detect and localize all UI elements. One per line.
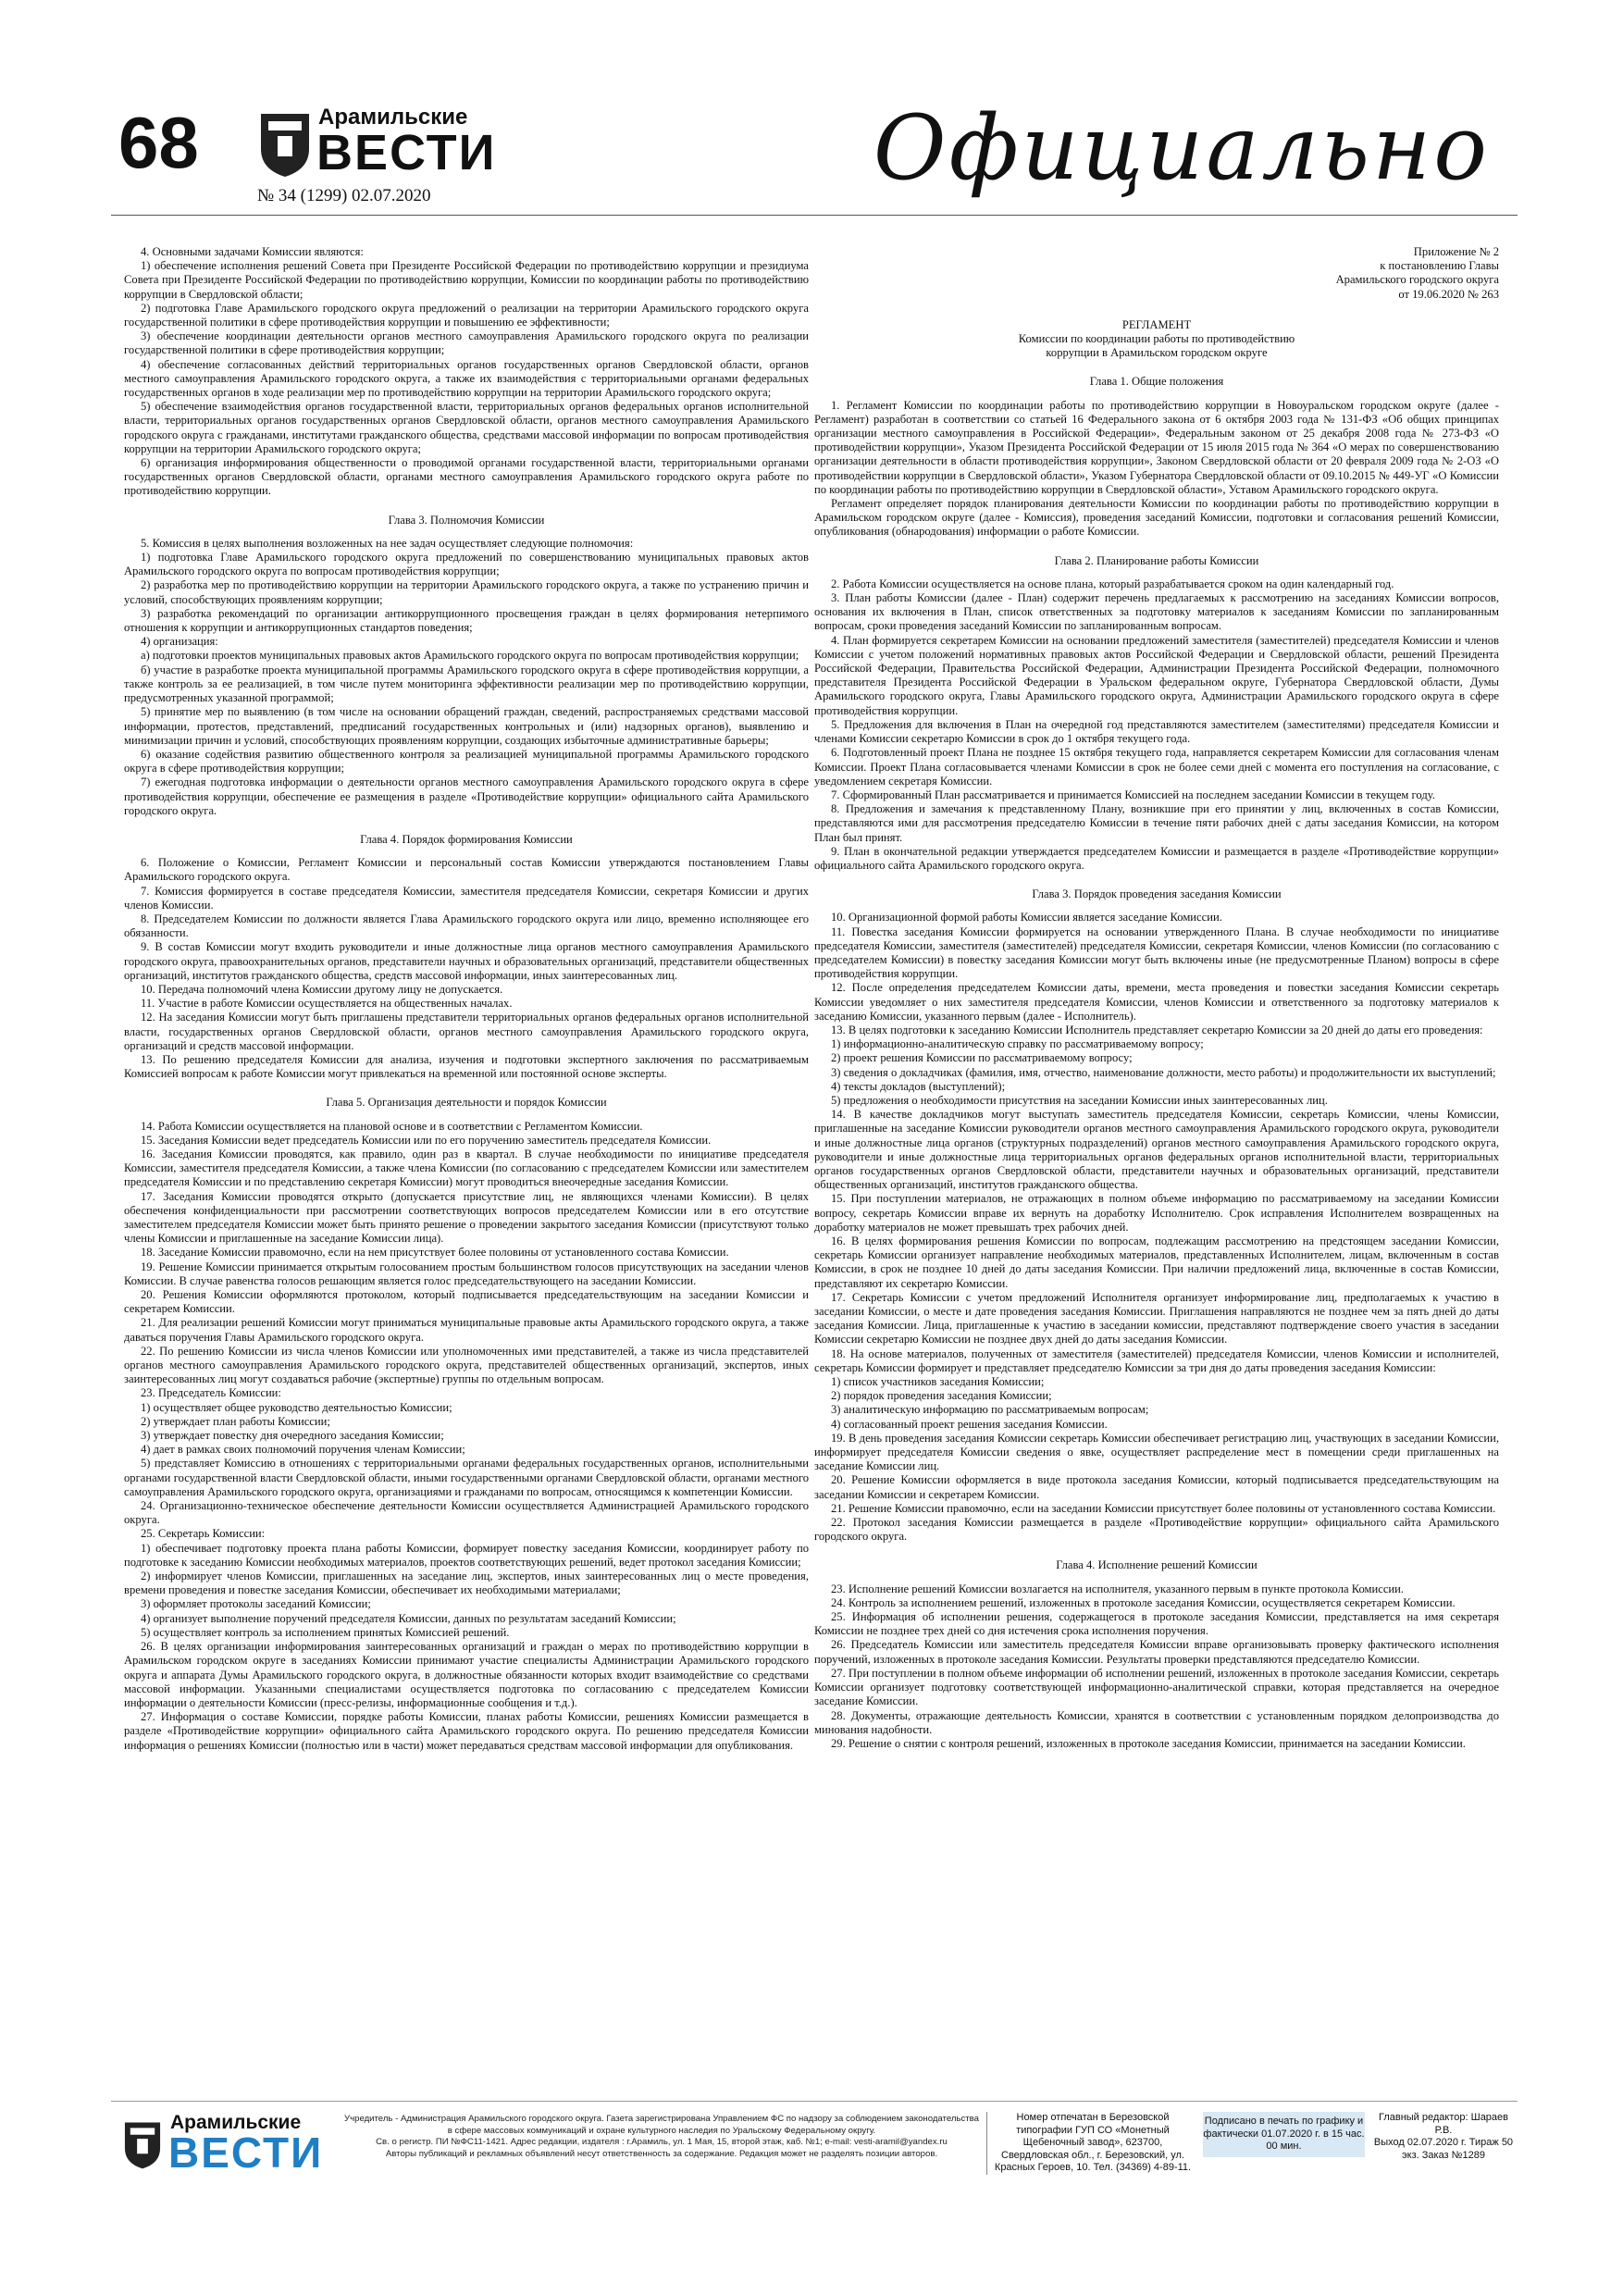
paragraph: 5) осуществляет контроль за исполнением принятых Комиссией решений. — [141, 1625, 510, 1639]
paragraph: 3) утверждает повестку дня очередного заседания Комиссии; — [141, 1429, 444, 1443]
issue-number: № 34 (1299) 02.07.2020 — [257, 186, 431, 205]
chapter-heading: Глава 5. Организация деятельности и порядок Комиссии — [326, 1096, 607, 1110]
paragraph: 2) утверждает план работы Комиссии; — [141, 1414, 330, 1428]
paragraph: 17. Заседания Комиссии проводятся открыто (допускается присутствие лиц, не являющихся членами Комиссии). В целях обеспечения конфиденциальности при рассмотрении соответствующих вопросов председателем Комиссии или в его отсутствие заместителем председателя Комиссии может быть принято решение о проведении закрытого заседания Комиссии (присутствуют только члены Комиссии и приглашенные на заседание Комиссии лица). — [124, 1189, 809, 1246]
paragraph: 20. Решение Комиссии оформляется в виде протокола заседания Комиссии, который подписывается председательствующим на заседании Комиссии и секретарем Комиссии. — [814, 1473, 1499, 1501]
printing-info: Номер отпечатан в Березовской типографии ГУП СО «Монетный Щебеночный завод», 623700, Свердловская обл., г. Березовский, ул. Красных Героев, 10. Тел. (34369) 4-89-11. — [994, 2112, 1192, 2173]
document-title — [814, 318, 1499, 361]
page-header — [111, 97, 1518, 208]
paragraph: а) подготовки проектов муниципальных правовых актов Арамильского городского округа по вопросам противодействия коррупции; — [141, 649, 799, 663]
paragraph: 19. Решение Комиссии принимается открытым голосованием простым большинством голосов присутствующих на заседании членов Комиссии. В случае равенства голосов решающим является голос председательствующего на заседании Комиссии. — [124, 1260, 809, 1287]
appendix-note — [814, 245, 1499, 302]
paragraph: 2) проект решения Комиссии по рассматриваемому вопросу; — [831, 1051, 1133, 1065]
chapter-heading: Глава 4. Исполнение решений Комиссии — [1056, 1558, 1258, 1572]
paragraph: 9. В состав Комиссии могут входить руководители и иные должностные лица органов местного самоуправления Арамильского городского округа, правоохранительных органов, представители научных и образовательных организаций, представители общественных организаций, институтов гражданского общества, средств массовой информации, иных заинтересованных лиц. — [124, 940, 809, 982]
chapter-heading: Глава 3. Полномочия Комиссии — [388, 513, 545, 527]
paragraph: 3) оформляет протоколы заседаний Комиссии; — [141, 1597, 371, 1611]
paragraph: 7. Комиссия формируется в составе председателя Комиссии, заместителя председателя Комиссии, секретаря Комиссии и других членов Комиссии. — [124, 884, 809, 912]
paragraph: 24. Организационно-техническое обеспечение деятельности Комиссии осуществляется Администрацией Арамильского городского округа. — [124, 1499, 809, 1527]
paragraph: 5. Комиссия в целях выполнения возложенных на нее задач осуществляет следующие полномочия: — [141, 536, 634, 550]
editor-info — [1369, 2112, 1518, 2162]
paragraph: 7. Сформированный План рассматривается и принимается Комиссией на последнем заседании Комиссии в текущем году. — [831, 788, 1435, 801]
paragraph: 16. Заседания Комиссии проводятся, как правило, один раз в квартал. В случае необходимости по инициативе председателя Комиссии, заместителя председателя Комиссии, а также члена Комиссии (по согласованию с председателем Комиссии или заместителем председателя Комиссии и по представлению секретаря Комиссии) могут проводиться внеочередные заседания Комиссии. — [124, 1147, 809, 1189]
paragraph: 18. На основе материалов, полученных от заместителя (заместителей) председателя Комиссии, членов Комиссии и исполнителей, секретарь Комиссии формирует и представляет председателю Комиссии за три дня до даты проведения заседания Комиссии: — [814, 1347, 1499, 1374]
paragraph: 14. В качестве докладчиков могут выступать заместитель председателя Комиссии, секретарь Комиссии, члены Комиссии, приглашенные на заседание Комиссии руководители органов местного самоуправления Арамильского городского округа, руководители и иные должностные лица органов (структурных подразделений) органов местного самоуправления Арамильского городского округа, руководители и иные должностные лица территориальных органов федеральных органов исполнительной власти, территориальных органов государственных органов Свердловской области, представители научных и образовательных организаций, представители общественных организаций, институтов гражданского общества. — [814, 1108, 1499, 1192]
paragraph: 3) обеспечение координации деятельности органов местного самоуправления Арамильского городского округа по реализации государственной политики в сфере противодействия коррупции; — [124, 329, 809, 357]
logo-main-text: ВЕСТИ — [316, 125, 497, 180]
page-footer — [111, 2106, 1518, 2190]
output-text: Выход 02.07.2020 г. Тираж 50 экз. Заказ №1289 — [1373, 2137, 1514, 2161]
paragraph: 3. План работы Комиссии (далее - План) содержит перечень предлагаемых к рассмотрению на заседаниях Комиссии вопросов, основания их включения в План, список ответственных за подготовку материалов к заседаниям Комиссии по запланированным вопросам, сроки проведения заседаний Комиссии по запланированным вопросам. — [814, 591, 1499, 633]
newspaper-logo — [257, 103, 498, 182]
right-column-body — [814, 375, 1499, 1751]
appendix-line: Арамильского городского округа — [1335, 273, 1499, 287]
coat-of-arms-icon — [122, 2117, 163, 2171]
paragraph: 4) согласованный проект решения заседания Комиссии. — [831, 1417, 1108, 1431]
paragraph: 1) список участников заседания Комиссии; — [831, 1375, 1045, 1389]
paragraph: 1) осуществляет общее руководство деятельностью Комиссии; — [141, 1400, 452, 1414]
footer-logo-main: ВЕСТИ — [168, 2128, 324, 2177]
paragraph: 3) разработка рекомендаций по организации антикоррупционного просвещения граждан в целях формирования нетерпимого отношения к коррупции и антикоррупционных стандартов поведения; — [124, 606, 809, 635]
section-title: Официально — [873, 96, 1490, 200]
paragraph: 27. При поступлении в полном объеме информации об исполнении решений, изложенных в протоколе заседания Комиссии, секретарь Комиссии организует подготовку соответствующей информационно-аналитической справки, которая представляется на очередное заседание Комиссии. — [814, 1666, 1499, 1708]
paragraph: 2. Работа Комиссии осуществляется на основе плана, который разрабатывается сроком на один календарный год. — [831, 577, 1394, 590]
paragraph: 2) порядок проведения заседания Комиссии; — [831, 1389, 1052, 1403]
paragraph: 11. Участие в работе Комиссии осуществляется на общественных началах. — [141, 997, 513, 1011]
paragraph: 17. Секретарь Комиссии с учетом предложений Исполнителя организует информирование лиц, предполагаемых к участию в заседании Комиссии, о месте и дате проведения заседания Комиссии. Приглашения направляются не позднее чем за пять дней до даты заседания Комиссии. Лица, приглашенные к участию в заседании комиссии, представляют подтверждение своего участия в заседании Комиссии секретарю Комиссии не позднее двух дней до даты заседания Комиссии. — [814, 1290, 1499, 1347]
paragraph: 10. Организационной формой работы Комиссии является заседание Комиссии. — [831, 911, 1222, 925]
paragraph: 4) организует выполнение поручений председателя Комиссии, данных по результатам заседаний Комиссии; — [141, 1611, 676, 1625]
paragraph: 3) сведения о докладчиках (фамилия, имя, отчество, наименование должности, место работы) и продолжительности их выступлений; — [831, 1065, 1496, 1079]
paragraph: 15. Заседания Комиссии ведет председатель Комиссии или по его поручению заместитель председателя Комиссии. — [141, 1133, 712, 1147]
left-column — [124, 245, 809, 1753]
coat-of-arms-icon — [257, 108, 313, 179]
paragraph: 26. В целях организации информирования заинтересованных организаций и граждан о мерах по противодействию коррупции в Арамильском городском округе в заседаниях Комиссии принимают участие специалисты Администрации Арамильского городского округа и аппарата Думы Арамильского городского округа, в должностные обязанности которых входит взаимодействие со средствами массовой информации. Указанными специалистами осуществляется подготовка по согласованию с председателем Комиссии информации о деятельности Комиссии (пресс-релизы, информационные сообщения и т.д.). — [124, 1640, 809, 1709]
paragraph: Регламент определяет порядок планирования деятельности Комиссии по координации работы по противодействию коррупции в Арамильском городском округе (далее - Комиссия), проведения заседаний Комиссии, подготовки и согласования решений Комиссии, опубликования (обнародования) информации о работе Комиссии. — [814, 497, 1499, 539]
paragraph: 13. По решению председателя Комиссии для анализа, изучения и подготовки экспертного заключения по рассматриваемым Комиссией вопросам к работе Комиссии могут привлекаться на временной или постоянной основе эксперты. — [124, 1052, 809, 1081]
paragraph: 2) разработка мер по противодействию коррупции на территории Арамильского городского округа, а также по устранению причин и условий, способствующих проявлениям коррупции; — [124, 578, 809, 606]
paragraph: 29. Решение о снятии с контроля решений, изложенных в протоколе заседания Комиссии, принимается на заседании Комиссии. — [831, 1736, 1466, 1750]
footer-separator — [986, 2112, 987, 2175]
appendix-line: Приложение № 2 — [1413, 245, 1499, 258]
paragraph: 19. В день проведения заседания Комиссии секретарь Комиссии обеспечивает регистрацию лиц, участвующих в заседании Комиссии, информирует председателя Комиссии сведения о явке, осуществляет распределение мест в помещении среди приглашенных на заседание Комиссии лиц. — [814, 1431, 1499, 1473]
logo-top-text: Арамильские — [318, 105, 468, 130]
paragraph: 6) оказание содействия развитию общественного контроля за реализацией муниципальной программы Арамильского городского округа в сфере противодействия коррупции; — [124, 747, 809, 776]
paragraph: 2) подготовка Главе Арамильского городского округа предложений о реализации на территории Арамильского городского округа государственной политики в сфере противодействия коррупции и повышению ее эффективности; — [124, 301, 809, 329]
signed-info: Подписано в печать по графику и фактически 01.07.2020 г. в 15 час. 00 мин. — [1203, 2112, 1365, 2157]
paragraph: 25. Секретарь Комиссии: — [141, 1527, 266, 1541]
paragraph: 1. Регламент Комиссии по координации работы по противодействию коррупции в Новоуральском городском округе (далее - Регламент) разработан в соответствии со статьей 16 Федерального закона от 6 октября 2003 года № 131-ФЗ «Об общих принципах организации местного самоуправления в Российской Федерации», Федеральным законом от 25 декабря 2008 года № 273-ФЗ «О противодействии коррупции», Указом Президента Российской Федерации от 15 июля 2015 года № 364 «О мерах по совершенствованию организации деятельности в области противодействия коррупции», Законом Свердловской области от 20 февраля 2009 года № 2-ОЗ «О противодействии коррупции в Свердловской области», Указом Губернатора Свердловской области от 09.10.2015 № 449-УГ «О Комиссии по координации работы по противодействию коррупции в Свердловской области», Уставом Арамильского городского округа. — [814, 398, 1499, 496]
footer-logo-top: Арамильские — [170, 2112, 302, 2133]
registration-text: Св. о регистр. ПИ №ФС11-1421. Адрес редакции, издателя : г.Арамиль, ул. 1 Мая, 15, второй этаж, каб. №1; e-mail: vesti-aramil@yandex.ru — [376, 2137, 948, 2147]
title-line: коррупции в Арамильском городском округе — [1046, 346, 1268, 360]
appendix-line: от 19.06.2020 № 263 — [1398, 287, 1499, 301]
title-line: РЕГЛАМЕНТ — [1121, 317, 1192, 331]
paragraph: 5) обеспечение взаимодействия органов государственной власти, территориальных органов федеральных органов исполнительной власти, территориальных органов государственных органов Свердловской области, органов местного самоуправления Арамильского городского округа с гражданами, институтами гражданского общества, средствами массовой информации по вопросам противодействия коррупции на территории Арамильского городского округа; — [124, 400, 809, 455]
header-divider — [111, 215, 1518, 216]
paragraph: 23. Исполнение решений Комиссии возлагается на исполнителя, указанного первым в пункте протокола Комиссии. — [831, 1582, 1405, 1595]
paragraph: 15. При поступлении материалов, не отражающих в полном объеме информацию по рассматриваемому на заседании Комиссии вопросу, секретарь Комиссии вправе их вернуть на доработку Исполнителю. Срок исправления Исполнителем возвращенных на доработку материалов не может превышать трех рабочих дней. — [814, 1192, 1499, 1234]
paragraph: 27. Информация о составе Комиссии, порядке работы Комиссии, планах работы Комиссии, решениях Комиссии размещается в разделе «Противодействие коррупции» официального сайта Арамильского городского округа. По решению председателя Комиссии информация о решениях Комиссии (полностью или в части) может передаваться средствам массовой информации для опубликования. — [124, 1710, 809, 1752]
appendix-line: к постановлению Главы — [1380, 259, 1499, 273]
paragraph: 5) представляет Комиссию в отношениях с территориальными органами федеральных государственных органов, исполнительными органами государственной власти Свердловской области, иными государственными органами Свердловской области, органами местного самоуправления Арамильского городского округа, организациями и гражданами по вопросам, относящимся к компетенции Комиссии. — [124, 1457, 809, 1498]
paragraph: 1) обеспечивает подготовку проекта плана работы Комиссии, формирует повестку заседания Комиссии, координирует работу по подготовке к заседанию Комиссии необходимых материалов, проектов соответствующих решений, ведет протокол заседания Комиссии; — [124, 1541, 809, 1569]
paragraph: 20. Решения Комиссии оформляются протоколом, который подписывается председательствующим на заседании Комиссии и секретарем Комиссии. — [124, 1288, 809, 1316]
paragraph: 10. Передача полномочий члена Комиссии другому лицу не допускается. — [141, 982, 503, 996]
paragraph: 1) обеспечение исполнения решений Совета при Президенте Российской Федерации по противодействию коррупции и президиума Совета при Президенте Российской Федерации по противодействию коррупции, Комиссии по координации работы по противодействию коррупции в Свердловской области; — [124, 259, 809, 301]
editor-text: Главный редактор: Шараев Р.В. — [1378, 2112, 1509, 2136]
disclaimer-text: Авторы публикаций и рекламных объявлений несут ответственность за содержание. Редакция может не разделять позиции авторов. — [385, 2148, 938, 2159]
paragraph: б) участие в разработке проекта муниципальной программы Арамильского городского округа в сфере противодействия коррупции, а также контроль за ее реализацией, в том числе путем мониторинга эффективности реализации мер по противодействию коррупции, предусмотренных указанной программой; — [124, 663, 809, 705]
paragraph: 5) предложения о необходимости присутствия на заседании Комиссии иных заинтересованных лиц. — [831, 1093, 1328, 1107]
paragraph: 6. Положение о Комиссии, Регламент Комиссии и персональный состав Комиссии утверждаются постановлением Главы Арамильского городского округа. — [124, 856, 809, 884]
paragraph: 4) обеспечение согласованных действий территориальных органов государственных органов Свердловской области, органов местного самоуправления Арамильского городского округа, а также их взаимодействия с территориальными органами федеральных государственных органов в ходе реализации мер по противодействию коррупции на территории Арамильского городского округа; — [124, 357, 809, 400]
chapter-heading: Глава 2. Планирование работы Комиссии — [1054, 553, 1259, 567]
paragraph: 22. По решению Комиссии из числа членов Комиссии или уполномоченных ими представителей, а также из числа представителей органов местного самоуправления Арамильского городского округа, представителей общественных организаций, экспертов, иных заинтересованных лиц могут создаваться рабочие (экспертные) группы по отдельным вопросам. — [124, 1344, 809, 1386]
title-line: Комиссии по координации работы по противодействию — [1018, 332, 1295, 346]
chapter-heading: Глава 4. Порядок формирования Комиссии — [360, 832, 573, 846]
paragraph: 2) информирует членов Комиссии, приглашенных на заседание лиц, экспертов, иных заинтересованных лиц о месте проведения, времени проведения и повестке заседания Комиссии, обеспечивает их необходимыми материалами; — [124, 1570, 809, 1597]
paragraph: 3) аналитическую информацию по рассматриваемым вопросам; — [831, 1403, 1149, 1417]
footer-logo — [122, 2112, 326, 2186]
paragraph: 6) организация информирования общественности о проводимой органами государственной власти, территориальными органами государственных органов Свердловской области, органами местного самоуправления Арамильского городского округа работе по противодействию коррупции. — [124, 456, 809, 498]
paragraph: 9. План в окончательной редакции утверждается председателем Комиссии и размещается в разделе «Противодействие коррупции» официального сайта Арамильского городского округа. — [814, 844, 1499, 872]
footer-divider — [111, 2101, 1518, 2102]
paragraph: 18. Заседание Комиссии правомочно, если на нем присутствует более половины от установленного состава Комиссии. — [141, 1246, 729, 1260]
founder-text: Учредитель - Администрация Арамильского городского округа. Газета зарегистрирована Управлением ФС по надзору за соблюдением законодательства в сфере массовых коммуникаций и охране культурного наследия по Уральскому Федеральному округу. — [344, 2114, 979, 2136]
paragraph: 21. Решение Комиссии правомочно, если на заседании Комиссии присутствует более половины от установленного состава Комиссии. — [831, 1501, 1496, 1515]
paragraph: 1) информационно-аналитическую справку по рассматриваемому вопросу; — [831, 1037, 1204, 1051]
paragraph: 4. План формируется секретарем Комиссии на основании предложений заместителя (заместителей) председателя Комиссии и членов Комиссии с учетом положений нормативных правовых актов Российской Федерации и Свердловской области, решений Президента Российской Федерации, Правительства Российской Федерации, Администрации Президента Российской Федерации, полномочного представителя Президента Российской Федерации в Уральском федеральном округе, Губернатора Свердловской области, Думы Арамильского городского округа, Главы Арамильского городского округа, Администрации Арамильского городского округа в сфере противодействия коррупции. — [814, 633, 1499, 717]
paragraph: 5. Предложения для включения в План на очередной год представляются заместителем (заместителями) председателя Комиссии и членами Комиссии секретарю Комиссии в срок до 1 октября текущего года. — [814, 717, 1499, 746]
paragraph: 11. Повестка заседания Комиссии формируется на основании утвержденного Плана. В случае необходимости по инициативе председателя Комиссии, заместителя (заместителей) председателя Комиссии, секретаря Комиссии, членов Комиссии (по согласованию с председателем Комиссии) в повестку заседания Комиссии могут быть включены иные (не предусмотренные Планом) вопросы в сфере противодействия коррупции. — [814, 925, 1499, 981]
paragraph: 14. Работа Комиссии осуществляется на плановой основе и в соответствии с Регламентом Комиссии. — [141, 1119, 643, 1133]
paragraph: 21. Для реализации решений Комиссии могут приниматься муниципальные правовые акты Арамильского городского округа, а также даваться поручения Главы Арамильского городского округа. — [124, 1316, 809, 1344]
paragraph: 12. На заседания Комиссии могут быть приглашены представители территориальных органов федеральных органов исполнительной власти, государственных органов Свердловской области, органов местного самоуправления Арамильского городского округа, организаций и средств массовой информации. — [124, 1011, 809, 1052]
paragraph: 5) принятие мер по выявлению (в том числе на основании обращений граждан, сведений, распространяемых средствами массовой информации, протестов, представлений, предписаний государственных контрольных и (или) надзорных органов), выявлению и минимизации причин и условий, способствующих проявлениям коррупции, создающих избыточные административные барьеры; — [124, 705, 809, 747]
paragraph: 26. Председатель Комиссии или заместитель председателя Комиссии вправе организовывать проверку фактического исполнения поручений, изложенных в протоколе заседания Комиссии. Результаты проверки представляются председателю Комиссии. — [814, 1638, 1499, 1666]
paragraph: 4) организация: — [141, 635, 218, 649]
page-number: 68 — [118, 102, 199, 183]
paragraph: 4. Основными задачами Комиссии являются: — [141, 245, 364, 258]
paragraph: 22. Протокол заседания Комиссии размещается в разделе «Противодействие коррупции» официального сайта Арамильского городского округа. — [814, 1516, 1499, 1544]
right-column — [814, 245, 1499, 1751]
paragraph: 4) дает в рамках своих полномочий поручения членам Комиссии; — [141, 1443, 465, 1457]
paragraph: 25. Информация об исполнении решения, содержащегося в протоколе заседания Комиссии, представляется на имя секретаря Комиссии не позднее трех дней со дня истечения срока исполнения поручения. — [814, 1610, 1499, 1638]
paragraph: 24. Контроль за исполнением решений, изложенных в протоколе заседания Комиссии, осуществляется секретарем Комиссии. — [831, 1595, 1456, 1609]
chapter-heading: Глава 1. Общие положения — [1089, 375, 1224, 389]
paragraph: 8. Председателем Комиссии по должности является Глава Арамильского городского округа или лицо, временно исполняющее его обязанности. — [124, 912, 809, 940]
paragraph: 28. Документы, отражающие деятельность Комиссии, хранятся в соответствии с установленным порядком делопроизводства до минования надобности. — [814, 1708, 1499, 1736]
paragraph: 1) подготовка Главе Арамильского городского округа предложений по совершенствованию муниципальных правовых актов Арамильского городского округа по вопросам противодействия коррупции; — [124, 551, 809, 578]
paragraph: 7) ежегодная подготовка информации о деятельности органов местного самоуправления Арамильского городского округа в сфере противодействия коррупции, обеспечение ее размещения в разделе «Противодействие коррупции» официального сайта Арамильского городского округа. — [124, 776, 809, 817]
paragraph: 6. Подготовленный проект Плана не позднее 15 октября текущего года, направляется секретарем Комиссии для согласования членам Комиссии. Проект Плана согласовывается членами Комиссии в срок не более семи дней с момента его поступления на согласование, с уведомлением секретаря Комиссии. — [814, 746, 1499, 788]
footer-imprint — [342, 2114, 981, 2160]
paragraph: 13. В целях подготовки к заседанию Комиссии Исполнитель представляет секретарю Комиссии за 20 дней до даты его проведения: — [831, 1023, 1483, 1036]
paragraph: 23. Председатель Комиссии: — [141, 1386, 281, 1400]
paragraph: 4) тексты докладов (выступлений); — [831, 1079, 1006, 1093]
paragraph: 16. В целях формирования решения Комиссии по вопросам, подлежащим рассмотрению на предстоящем заседании Комиссии, секретарь Комиссии организует направление необходимых материалов, представленных Исполнителем, лицам, включенным в состав Комиссии, в срок не позднее 10 дней до даты заседания Комиссии. При наличии предложений лица, включенные в состав Комиссии, представляют их секретарю Комиссии. — [814, 1235, 1499, 1290]
chapter-heading: Глава 3. Порядок проведения заседания Комиссии — [1032, 887, 1282, 901]
paragraph: 8. Предложения и замечания к представленному Плану, возникшие при его принятии у лиц, включенных в состав Комиссии, представляются ими для рассмотрения председателю Комиссии в течение пяти рабочих дней с даты заседания Комиссии, на котором План был принят. — [814, 802, 1499, 844]
paragraph: 12. После определения председателем Комиссии даты, времени, места проведения и повестки заседания Комиссии секретарь Комиссии уведомляет о них заместителя председателя Комиссии, членов Комиссии и ответственного за подготовку материалов к заседанию Комиссии, указанного первым (далее - Исполнитель). — [814, 981, 1499, 1023]
